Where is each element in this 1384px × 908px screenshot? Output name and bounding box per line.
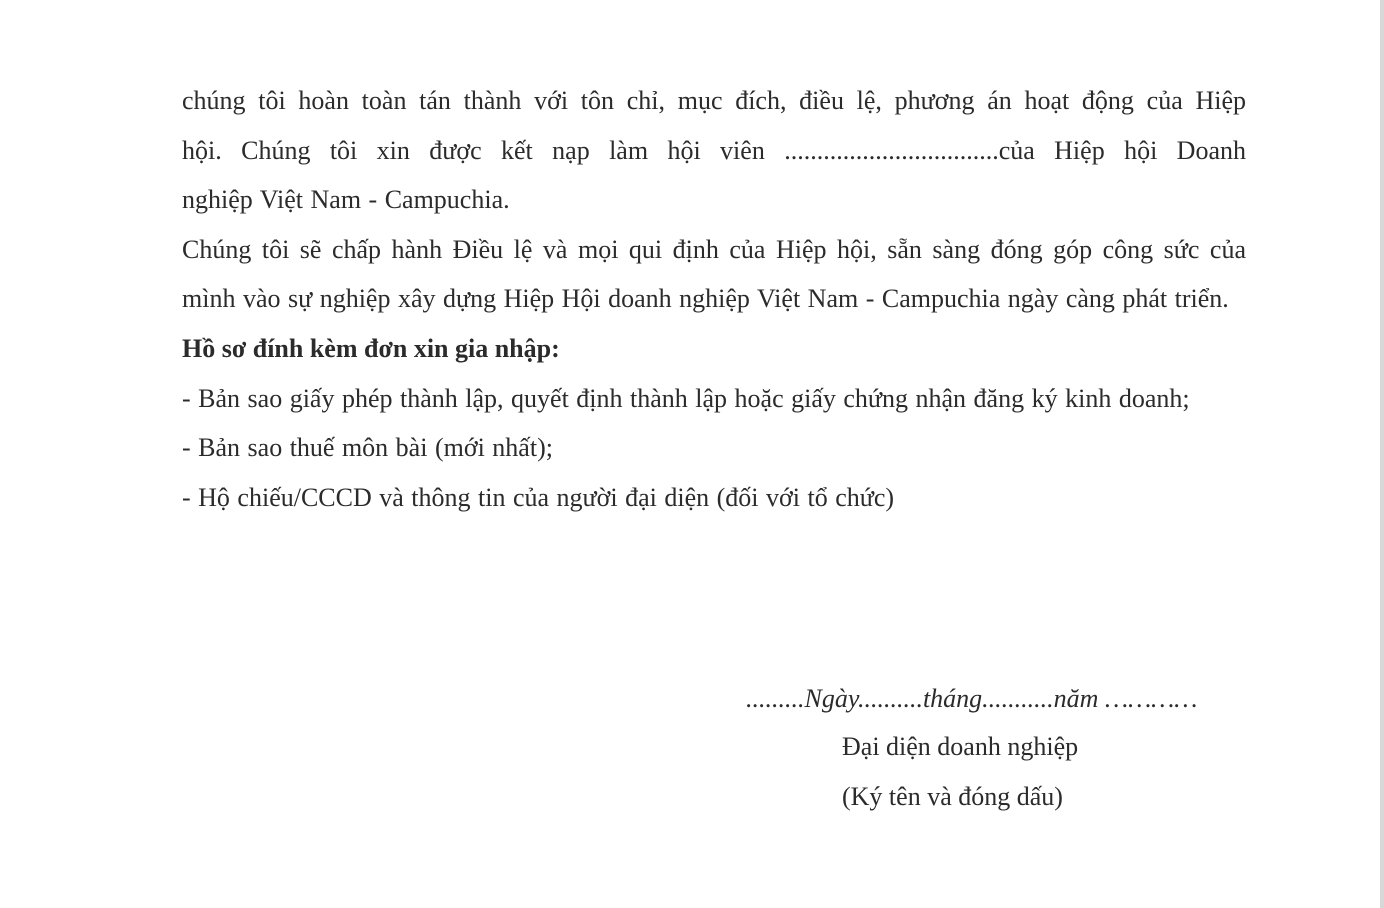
attachment-item: - Hộ chiếu/CCCD và thông tin của người đại diện (đối với tổ chức) [182,482,895,512]
attachment-item: - Bản sao giấy phép thành lập, quyết định thành lập hoặc giấy chứng nhận đăng ký kinh doanh; [182,383,1190,413]
paragraph-2: Chúng tôi sẽ chấp hành Điều lệ và mọi qui định của Hiệp hội, sẵn sàng đóng góp công sức của mình vào sự nghiệp xây dựng Hiệp Hội doanh nghiệp Việt Nam - Campuchia ngày càng phát triển. [182,234,1246,314]
paragraph-1-line-2: hội. Chúng tôi xin được kết nạp làm hội viên .................................của Hiệp hội Doanh [182,135,1246,165]
representative-label: Đại diện doanh nghiệp [842,732,1079,761]
signature-block [746,676,1266,822]
paragraph-1-line-1: chúng tôi hoàn toàn tán thành với tôn chỉ, mục đích, điều lệ, phương án hoạt động của Hiệp [182,86,1246,115]
sign-note: (Ký tên và đóng dấu) [842,782,1063,811]
page-edge [1380,0,1384,908]
paragraph-1-line-3: nghiệp Việt Nam - Campuchia. [182,185,510,215]
attachment-item: - Bản sao thuế môn bài (mới nhất); [182,433,553,463]
attachments-heading: Hồ sơ đính kèm đơn xin gia nhập: [182,333,560,363]
date-line: .........Ngày..........tháng...........năm ………… [746,684,1198,713]
document-body [182,76,1246,522]
